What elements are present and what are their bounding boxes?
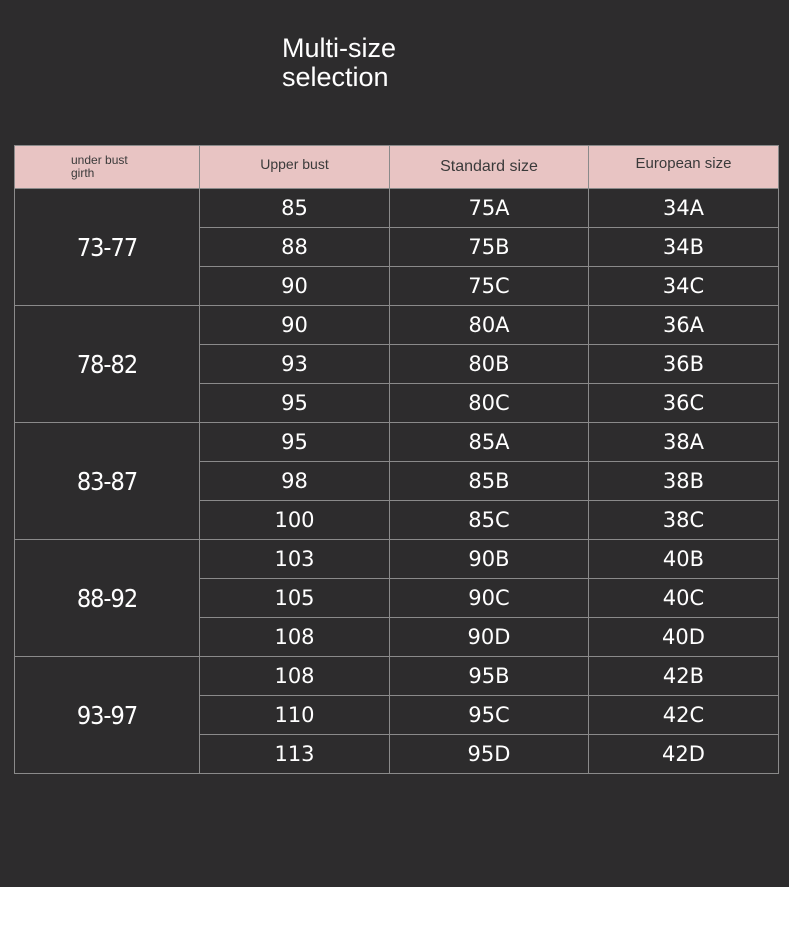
european-size-cell: 42D <box>589 735 779 774</box>
upper-bust-cell: 108 <box>200 618 390 657</box>
upper-bust-cell: 108 <box>200 657 390 696</box>
upper-bust-cell: 110 <box>200 696 390 735</box>
upper-bust-cell: 88 <box>200 228 390 267</box>
european-size-cell: 36B <box>589 345 779 384</box>
page-title <box>282 34 542 92</box>
european-size-cell: 34A <box>589 189 779 228</box>
under-bust-range: 78-82 <box>15 306 200 423</box>
header-standard-size: Standard size <box>390 146 589 189</box>
standard-size-cell: 90B <box>390 540 589 579</box>
title-line-1: Multi-size <box>282 33 397 63</box>
under-bust-range: 73-77 <box>15 189 200 306</box>
under-bust-range: 88-92 <box>15 540 200 657</box>
standard-size-cell: 75B <box>390 228 589 267</box>
standard-size-cell: 90D <box>390 618 589 657</box>
standard-size-cell: 80A <box>390 306 589 345</box>
standard-size-cell: 85A <box>390 423 589 462</box>
european-size-cell: 34C <box>589 267 779 306</box>
header-european-size: European size <box>589 146 779 189</box>
title-line-2: selection <box>282 62 389 92</box>
table-row <box>15 540 779 579</box>
header-under-bust <box>15 146 200 189</box>
european-size-cell: 42B <box>589 657 779 696</box>
standard-size-cell: 75C <box>390 267 589 306</box>
under-bust-range: 83-87 <box>15 423 200 540</box>
european-size-cell: 36C <box>589 384 779 423</box>
upper-bust-cell: 98 <box>200 462 390 501</box>
upper-bust-cell: 90 <box>200 306 390 345</box>
table-row <box>15 189 779 228</box>
upper-bust-cell: 95 <box>200 384 390 423</box>
european-size-cell: 38A <box>589 423 779 462</box>
header-under-bust-line-1: under bust <box>71 153 128 167</box>
european-size-cell: 40D <box>589 618 779 657</box>
standard-size-cell: 85B <box>390 462 589 501</box>
european-size-cell: 42C <box>589 696 779 735</box>
standard-size-cell: 85C <box>390 501 589 540</box>
table-row <box>15 306 779 345</box>
standard-size-cell: 80C <box>390 384 589 423</box>
standard-size-cell: 95B <box>390 657 589 696</box>
upper-bust-cell: 90 <box>200 267 390 306</box>
standard-size-cell: 80B <box>390 345 589 384</box>
upper-bust-cell: 113 <box>200 735 390 774</box>
european-size-cell: 34B <box>589 228 779 267</box>
standard-size-cell: 75A <box>390 189 589 228</box>
size-table <box>14 145 779 774</box>
upper-bust-cell: 95 <box>200 423 390 462</box>
european-size-cell: 38C <box>589 501 779 540</box>
upper-bust-cell: 100 <box>200 501 390 540</box>
header-under-bust-line-2: girth <box>71 166 95 180</box>
standard-size-cell: 95C <box>390 696 589 735</box>
upper-bust-cell: 93 <box>200 345 390 384</box>
upper-bust-cell: 85 <box>200 189 390 228</box>
upper-bust-cell: 103 <box>200 540 390 579</box>
standard-size-cell: 95D <box>390 735 589 774</box>
european-size-cell: 40B <box>589 540 779 579</box>
header-row <box>15 146 779 189</box>
upper-bust-cell: 105 <box>200 579 390 618</box>
table-row <box>15 657 779 696</box>
european-size-cell: 38B <box>589 462 779 501</box>
header-upper-bust: Upper bust <box>200 146 390 189</box>
table-row <box>15 423 779 462</box>
european-size-cell: 36A <box>589 306 779 345</box>
european-size-cell: 40C <box>589 579 779 618</box>
under-bust-range: 93-97 <box>15 657 200 774</box>
standard-size-cell: 90C <box>390 579 589 618</box>
